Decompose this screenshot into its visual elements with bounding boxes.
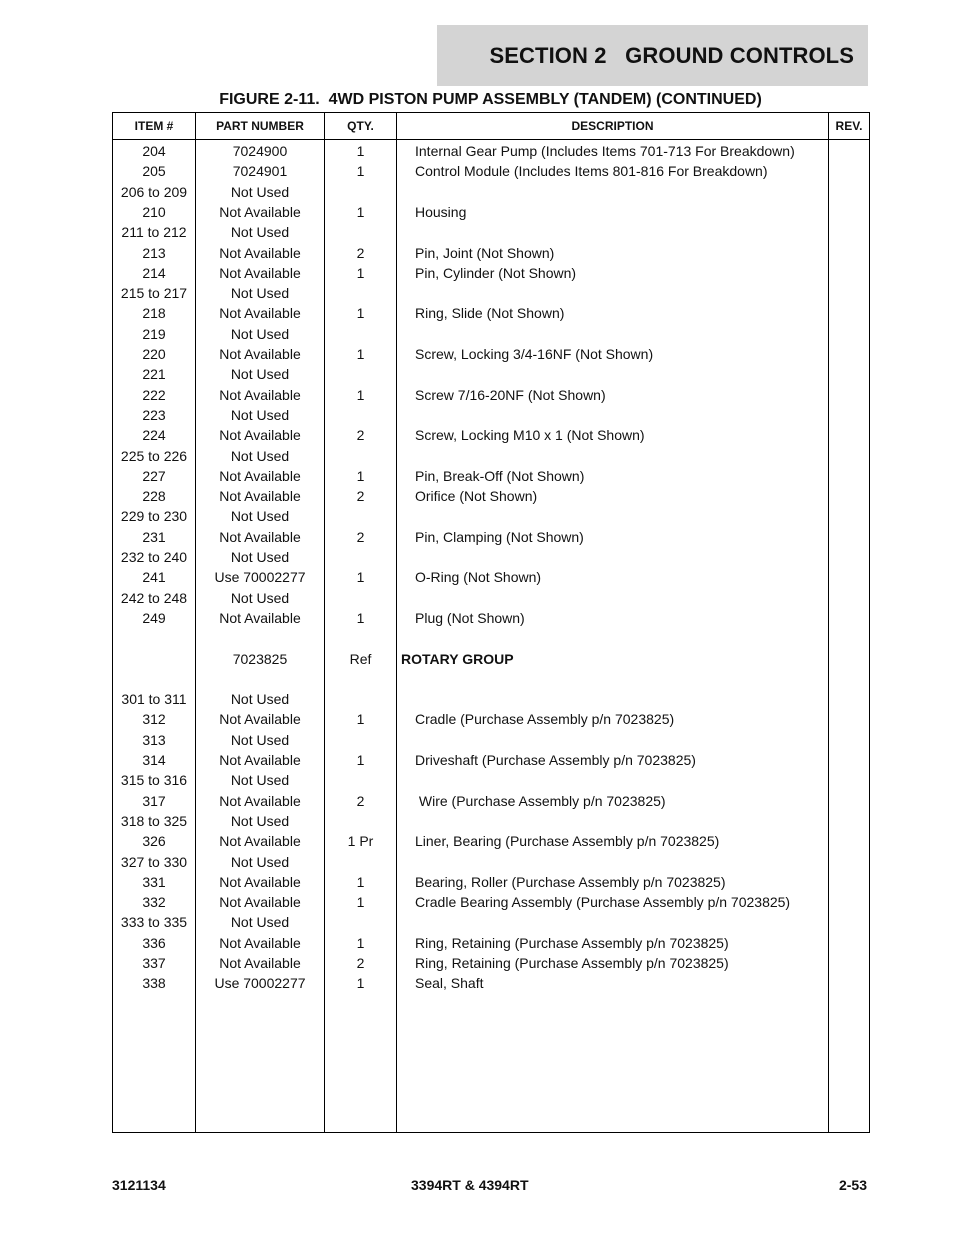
description-cell: Pin, Joint (Not Shown) [415, 244, 555, 261]
item-cell: 213 [142, 244, 166, 261]
table-row [113, 689, 869, 709]
figure-title: FIGURE 2-11. 4WD PISTON PUMP ASSEMBLY (TANDEM) (CONTINUED) [219, 91, 762, 108]
qty-cell: 1 [356, 386, 365, 403]
item-cell: 205 [142, 163, 166, 180]
qty-cell: 1 [356, 873, 365, 890]
table-row [113, 953, 869, 973]
table-row [113, 791, 869, 811]
description-cell [415, 547, 825, 567]
part-number-cell: Not Used [230, 406, 290, 423]
part-number-cell: Not Available [219, 305, 301, 322]
part-number-cell: Not Available [219, 427, 301, 444]
item-cell: 220 [142, 346, 166, 362]
description-cell: Housing [415, 203, 467, 220]
footer-doc-number: 3121134 [112, 1177, 166, 1193]
part-number-cell: Not Used [230, 549, 290, 565]
qty-cell [325, 689, 396, 709]
description-cell: Ring, Slide (Not Shown) [415, 305, 565, 322]
qty-cell: 1 [356, 264, 365, 281]
table-row [113, 405, 869, 425]
description-cell: Internal Gear Pump (Includes Items 701-713 For Breakdown) [415, 143, 795, 159]
part-number-cell: Not Available [219, 752, 301, 768]
qty-cell: 2 [356, 528, 365, 545]
qty-cell: 1 [356, 467, 365, 484]
item-cell: 338 [142, 975, 166, 992]
item-cell: 314 [142, 752, 166, 768]
qty-cell [325, 770, 396, 790]
description-cell [415, 730, 825, 750]
part-number-cell: Not Used [230, 731, 290, 748]
qty-cell: 2 [356, 955, 365, 971]
description-cell [415, 852, 825, 872]
part-number-cell: Not Available [219, 873, 301, 890]
qty-cell: 2 [356, 792, 365, 809]
qty-cell: 1 [356, 203, 365, 220]
item-cell [113, 628, 195, 648]
part-number-cell: Use 70002277 [214, 569, 306, 586]
part-number-cell: Not Used [230, 285, 290, 302]
table-row [113, 385, 869, 405]
table-row [113, 263, 869, 283]
description-cell: Driveshaft (Purchase Assembly p/n 7023825) [415, 752, 696, 768]
part-number-cell: Not Available [219, 488, 301, 505]
description-cell [415, 506, 825, 526]
qty-cell [325, 811, 396, 831]
item-cell: 332 [142, 894, 166, 911]
table-row [113, 852, 869, 872]
item-cell [113, 649, 195, 669]
header-qty: QTY. [347, 119, 374, 133]
parts-table [112, 112, 870, 1133]
item-cell: 317 [142, 792, 166, 809]
part-number-cell: Not Available [219, 792, 301, 809]
table-header [113, 113, 869, 140]
item-cell: 337 [142, 955, 166, 971]
table-row [113, 344, 869, 364]
table-row [113, 182, 869, 202]
table-row [113, 364, 869, 384]
table-row [113, 608, 869, 628]
part-number-cell: Not Available [219, 244, 301, 261]
description-cell: Screw, Locking 3/4-16NF (Not Shown) [415, 346, 654, 362]
description-cell [415, 669, 825, 689]
description-cell [415, 222, 825, 242]
table-row [113, 222, 869, 242]
item-cell: 333 to 335 [120, 914, 188, 931]
qty-cell [325, 588, 396, 608]
description-cell [415, 628, 825, 648]
item-cell: 219 [142, 325, 166, 342]
qty-cell [325, 852, 396, 872]
item-cell: 204 [142, 143, 166, 159]
table-row [113, 161, 869, 181]
description-cell: Seal, Shaft [415, 975, 484, 992]
section-header [437, 25, 868, 86]
description-cell [415, 446, 825, 466]
qty-cell [325, 506, 396, 526]
table-row [113, 527, 869, 547]
item-cell: 326 [142, 833, 166, 850]
footer-page-number: 2-53 [838, 1177, 867, 1193]
item-cell: 210 [142, 203, 166, 220]
item-cell: 313 [142, 731, 166, 748]
table-row [113, 831, 869, 851]
table-row [113, 141, 869, 161]
item-cell: 223 [142, 406, 166, 423]
part-number-cell: Not Used [230, 447, 290, 464]
part-number-cell: Use 70002277 [214, 975, 306, 992]
table-row [113, 973, 869, 993]
part-number-cell: Not Used [230, 691, 290, 708]
part-number-cell: Not Available [219, 264, 301, 281]
description-cell [415, 588, 825, 608]
qty-cell: 1 [356, 609, 365, 626]
qty-cell [325, 912, 396, 932]
item-cell: 327 to 330 [120, 853, 188, 870]
table-row [113, 628, 869, 648]
table-row [113, 588, 869, 608]
table-row [113, 547, 869, 567]
description-cell [415, 770, 825, 790]
item-cell: 241 [142, 569, 166, 586]
qty-cell: 2 [356, 244, 365, 261]
description-cell: Cradle (Purchase Assembly p/n 7023825) [415, 711, 675, 728]
qty-cell [325, 446, 396, 466]
footer-model: 3394RT & 4394RT [411, 1177, 529, 1193]
qty-cell: Ref [349, 650, 372, 667]
part-number-cell: Not Available [219, 955, 301, 971]
item-cell: 214 [142, 264, 166, 281]
qty-cell [325, 730, 396, 750]
item-cell: 312 [142, 711, 166, 728]
qty-cell: 1 [356, 305, 365, 322]
description-cell [415, 405, 825, 425]
qty-cell [325, 628, 396, 648]
item-cell [113, 669, 195, 689]
item-cell: 336 [142, 934, 166, 951]
qty-cell: 1 [356, 752, 365, 768]
description-cell: Orifice (Not Shown) [415, 488, 538, 505]
description-cell: Pin, Clamping (Not Shown) [415, 528, 584, 545]
part-number-cell: Not Used [230, 224, 290, 241]
table-row [113, 324, 869, 344]
header-part-number: PART NUMBER [216, 119, 304, 133]
description-cell: ROTARY GROUP [401, 650, 514, 667]
qty-cell [325, 324, 396, 344]
part-number-cell: Not Used [230, 772, 290, 789]
table-row [113, 872, 869, 892]
part-number-cell: Not Available [219, 467, 301, 484]
part-number-cell: Not Available [219, 894, 301, 911]
table-row [113, 486, 869, 506]
item-cell: 331 [142, 873, 166, 890]
header-item: ITEM # [134, 119, 174, 133]
qty-cell [325, 364, 396, 384]
item-cell: 227 [142, 467, 166, 484]
part-number-cell: Not Used [230, 812, 290, 829]
qty-cell: 2 [356, 488, 365, 505]
part-number-cell [196, 628, 324, 648]
description-cell [415, 912, 825, 932]
qty-cell: 1 [356, 711, 365, 728]
description-cell: Screw, Locking M10 x 1 (Not Shown) [415, 427, 645, 444]
item-cell: 231 [142, 528, 166, 545]
table-row [113, 933, 869, 953]
table-row [113, 669, 869, 689]
table-row [113, 709, 869, 729]
part-number-cell: Not Available [219, 934, 301, 951]
section-title: SECTION 2 GROUND CONTROLS [489, 42, 854, 68]
part-number-cell: Not Available [219, 609, 301, 626]
description-cell: Bearing, Roller (Purchase Assembly p/n 7023825) [415, 873, 726, 890]
description-cell: Cradle Bearing Assembly (Purchase Assembly p/n 7023825) [415, 894, 791, 911]
item-cell: 218 [142, 305, 166, 322]
description-cell: Ring, Retaining (Purchase Assembly p/n 7023825) [415, 934, 729, 951]
table-row [113, 770, 869, 790]
part-number-cell: Not Available [219, 386, 301, 403]
part-number-cell: Not Used [230, 914, 290, 931]
part-number-cell: Not Available [219, 528, 301, 545]
part-number-cell: Not Available [219, 203, 301, 220]
description-cell [415, 324, 825, 344]
part-number-cell: Not Used [230, 183, 290, 200]
part-number-cell [196, 669, 324, 689]
description-cell: Screw 7/16-20NF (Not Shown) [415, 386, 606, 403]
table-row [113, 283, 869, 303]
qty-cell: 1 [356, 143, 365, 159]
table-row [113, 446, 869, 466]
qty-cell: 1 [356, 346, 365, 362]
item-cell: 228 [142, 488, 166, 505]
part-number-cell: Not Available [219, 346, 301, 362]
item-cell: 232 to 240 [120, 549, 188, 565]
item-cell: 249 [142, 609, 166, 626]
table-row [113, 649, 869, 669]
description-cell: O-Ring (Not Shown) [415, 569, 542, 586]
description-cell: Ring, Retaining (Purchase Assembly p/n 7023825) [415, 955, 729, 971]
item-cell: 242 to 248 [120, 589, 188, 606]
qty-cell [325, 222, 396, 242]
table-row [113, 506, 869, 526]
table-row [113, 466, 869, 486]
part-number-cell: 7023825 [232, 650, 288, 667]
item-cell: 301 to 311 [121, 691, 187, 708]
part-number-cell: Not Used [230, 853, 290, 870]
item-cell: 211 to 212 [121, 224, 187, 241]
description-cell: Pin, Cylinder (Not Shown) [415, 264, 577, 281]
table-row [113, 303, 869, 323]
description-cell [415, 182, 825, 202]
part-number-cell: Not Used [230, 325, 290, 342]
description-cell [415, 283, 825, 303]
item-cell: 206 to 209 [120, 183, 188, 200]
qty-cell: 1 [356, 569, 365, 586]
part-number-cell: 7024900 [232, 143, 288, 159]
description-cell: Wire (Purchase Assembly p/n 7023825) [415, 792, 666, 809]
qty-cell: 1 [356, 163, 365, 180]
item-cell: 221 [142, 366, 166, 383]
table-row [113, 202, 869, 222]
part-number-cell: Not Used [230, 366, 290, 383]
part-number-cell: 7024901 [232, 163, 288, 180]
qty-cell [325, 283, 396, 303]
qty-cell [325, 405, 396, 425]
qty-cell: 2 [356, 427, 365, 444]
header-description: DESCRIPTION [571, 119, 654, 133]
table-row [113, 425, 869, 445]
table-row [113, 892, 869, 912]
part-number-cell: Not Available [219, 711, 301, 728]
header-rev: REV. [835, 119, 863, 133]
item-cell: 229 to 230 [120, 508, 188, 525]
table-row [113, 730, 869, 750]
qty-cell: 1 [356, 934, 365, 951]
item-cell: 222 [142, 386, 166, 403]
description-cell: Pin, Break-Off (Not Shown) [415, 467, 585, 484]
qty-cell: 1 [356, 975, 365, 992]
qty-cell [325, 182, 396, 202]
qty-cell [325, 547, 396, 567]
part-number-cell: Not Available [219, 833, 301, 850]
qty-cell: 1 [356, 894, 365, 911]
table-row [113, 750, 869, 770]
description-cell: Control Module (Includes Items 801-816 For Breakdown) [415, 163, 768, 180]
item-cell: 225 to 226 [120, 447, 188, 464]
description-cell [415, 364, 825, 384]
table-row [113, 811, 869, 831]
description-cell: Plug (Not Shown) [415, 609, 525, 626]
description-cell [415, 811, 825, 831]
table-row [113, 567, 869, 587]
part-number-cell: Not Used [230, 508, 290, 525]
table-row [113, 912, 869, 932]
part-number-cell: Not Used [230, 589, 290, 606]
table-row [113, 243, 869, 263]
qty-cell [325, 669, 396, 689]
item-cell: 215 to 217 [120, 285, 188, 302]
qty-cell: 1 Pr [347, 833, 374, 850]
description-cell [415, 689, 825, 709]
description-cell: Liner, Bearing (Purchase Assembly p/n 7023825) [415, 833, 720, 850]
item-cell: 224 [142, 427, 166, 444]
item-cell: 318 to 325 [120, 812, 188, 829]
item-cell: 315 to 316 [120, 772, 188, 789]
